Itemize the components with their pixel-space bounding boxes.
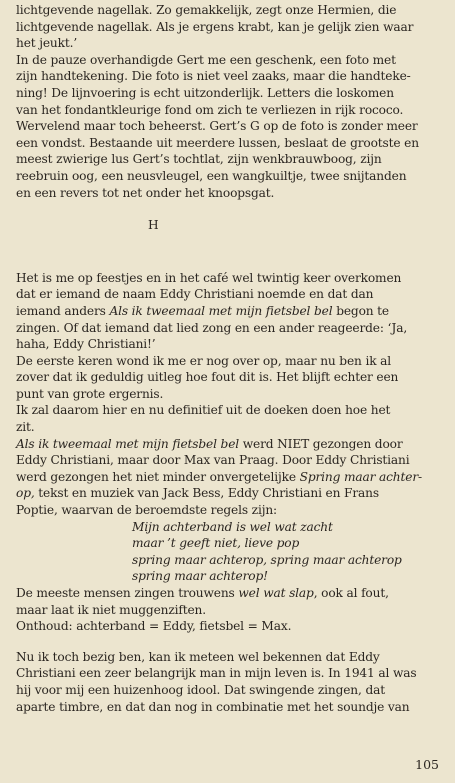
- text-line: Nu ik toch bezig ben, kan ik meteen wel bekennen dat Eddy: [16, 649, 380, 664]
- text-line: en een revers tot net onder het knoopsgat.: [16, 185, 275, 200]
- text-line: maar laat ik niet muggenziften.: [16, 602, 206, 617]
- paragraph-feestjes: [16, 270, 438, 353]
- paragraph-fietsbel: [16, 436, 438, 519]
- text-fragment: , ook al fout,: [313, 586, 389, 600]
- text-line: ning! De lijnvoering is echt uitzonderlijk. Letters die loskomen: [16, 85, 394, 100]
- text-line: [16, 303, 438, 320]
- verse-line: Mijn achterband is wel wat zacht: [132, 519, 333, 534]
- text-line: In de pauze overhandigde Gert me een geschenk, een foto met: [16, 52, 396, 67]
- text-line: lichtgevende nagellak. Als je ergens krabt, kan je gelijk zien waar: [16, 19, 414, 34]
- paragraph-slap: [16, 585, 438, 618]
- text-line: reebruin oog, een neusvleugel, een wangkuiltje, twee snijtanden: [16, 168, 407, 183]
- paragraph-bekennen: [16, 649, 438, 715]
- song-title: Als ik tweemaal met mijn fietsbel bel: [109, 303, 333, 318]
- paragraph-ergernis: [16, 353, 438, 403]
- text-line: Ik zal daarom hier en nu definitief uit de doeken doen hoe het: [16, 403, 391, 418]
- text-line: zit.: [16, 420, 35, 435]
- paragraph-definitief: [16, 402, 438, 435]
- text-line: Het is me op feestjes en in het café wel twintig keer overkomen: [16, 270, 402, 285]
- song-title: Als ik tweemaal met mijn fietsbel bel: [16, 436, 240, 451]
- text-line: lichtgevende nagellak. Zo gemakkelijk, zegt onze Hermien, die: [16, 3, 397, 17]
- verse-line: maar ’t geeft niet, lieve pop: [132, 536, 300, 551]
- text-line: Poptie, waarvan de beroemdste regels zijn:: [16, 503, 277, 518]
- text-fragment: De meeste mensen zingen trouwens: [16, 586, 239, 600]
- text-line: [16, 485, 438, 502]
- text-line: dat er iemand de naam Eddy Christiani noemde en dat dan: [16, 287, 374, 302]
- paragraph-onthoud: [16, 618, 438, 635]
- song-verse: [16, 519, 438, 585]
- text-line: [16, 585, 438, 602]
- text-line: [16, 469, 438, 486]
- section-heading: H: [148, 218, 159, 233]
- text-line: aparte timbre, en dat dan nog in combinatie met het soundje van: [16, 699, 410, 714]
- paragraph-handtekening: [16, 52, 438, 201]
- text-line: van het fondantkleurige fond om zich te verliezen in rijk rococo.: [16, 102, 404, 117]
- song-title: op,: [16, 486, 35, 501]
- paragraph-nagellak: [16, 2, 438, 52]
- text-line: Christiani een zeer belangrijk man in mijn leven is. In 1941 al was: [16, 666, 417, 681]
- text-line: zingen. Of dat iemand dat lied zong en een ander reageerde: ‘Ja,: [16, 320, 408, 335]
- verse-line: spring maar achterop!: [132, 569, 268, 584]
- text-fragment: begon te: [332, 303, 389, 318]
- verse-line: spring maar achterop, spring maar achterop: [132, 552, 402, 567]
- text-fragment: tekst en muziek van Jack Bess, Eddy Christiani en Frans: [34, 486, 379, 501]
- text-line: zover dat ik geduldig uitleg hoe fout dit is. Het blijft echter een: [16, 370, 399, 385]
- text-line: Wervelend maar toch beheerst. Gert’s G op de foto is zonder meer: [16, 119, 418, 134]
- text-line: [16, 436, 438, 453]
- emphasis: wel wat slap: [238, 586, 314, 600]
- text-line: punt van grote ergernis.: [16, 386, 164, 401]
- text-line: zijn handtekening. Die foto is niet veel zaaks, maar die handteke-: [16, 69, 411, 84]
- page-number: 105: [415, 757, 439, 772]
- text-fragment: werd gezongen het niet minder onvergetelijke: [16, 469, 300, 484]
- text-line: hij voor mij een huizenhoog idool. Dat swingende zingen, dat: [16, 682, 385, 697]
- paragraph-gap: [16, 635, 438, 649]
- text-line: De eerste keren wond ik me er nog over op, maar nu ben ik al: [16, 353, 392, 368]
- book-page-text: [16, 2, 438, 715]
- text-line: haha, Eddy Christiani!’: [16, 337, 156, 352]
- text-line: het jeukt.’: [16, 36, 78, 51]
- text-fragment: iemand anders: [16, 303, 110, 318]
- text-line: Eddy Christiani, maar door Max van Praag. Door Eddy Christiani: [16, 453, 410, 468]
- text-fragment: werd NIET gezongen door: [239, 436, 403, 451]
- text-line: Onthoud: achterband = Eddy, fietsbel = Max.: [16, 619, 292, 634]
- text-line: meest zwierige lus Gert’s tochtlat, zijn wenkbrauwboog, zijn: [16, 152, 382, 167]
- text-line: een vondst. Bestaande uit meerdere lussen, beslaat de grootste en: [16, 135, 419, 150]
- song-title: Spring maar achter-: [299, 469, 422, 484]
